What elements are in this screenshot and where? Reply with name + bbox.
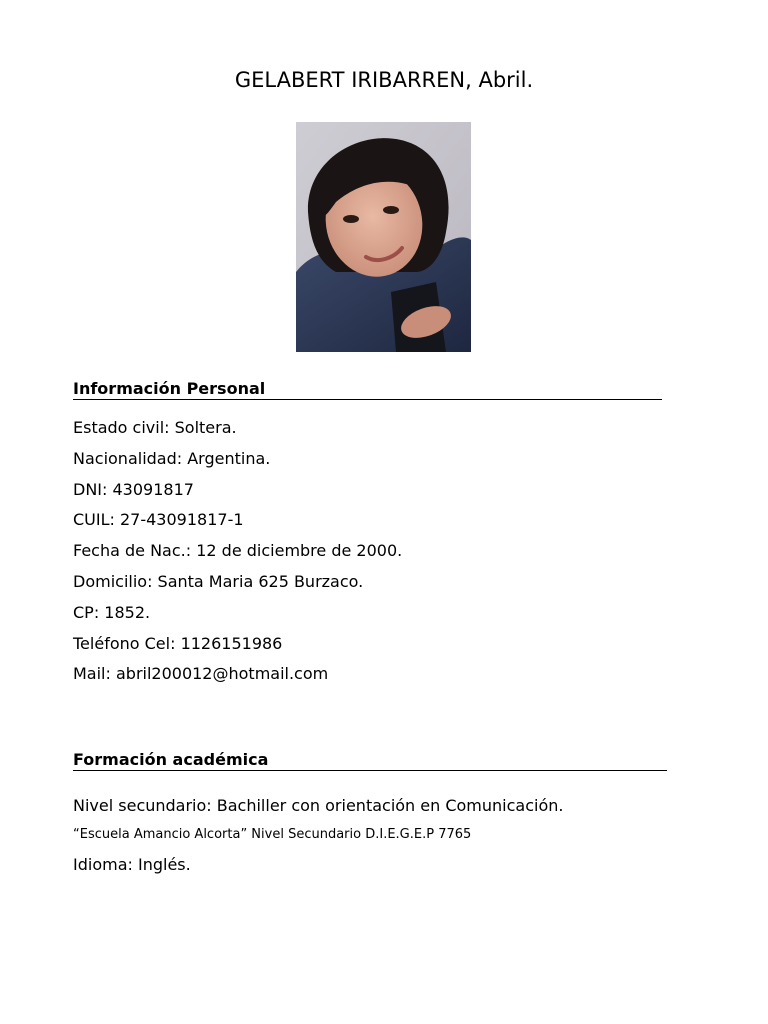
education-language: Idioma: Inglés. [73,855,191,874]
info-dni: DNI: 43091817 [73,479,194,499]
profile-photo [296,122,471,352]
personal-info-list [73,418,402,695]
info-nationality: Nacionalidad: Argentina. [73,448,271,468]
section-heading-academic: Formación académica [73,751,667,771]
education-level: Nivel secundario: Bachiller con orientación en Comunicación. [73,796,564,815]
info-email: Mail: abril200012@hotmail.com [73,664,329,684]
info-postal-code: CP: 1852. [73,602,151,622]
info-birth-date: Fecha de Nac.: 12 de diciembre de 2000. [73,541,403,561]
education-school: “Escuela Amancio Alcorta” Nivel Secundario D.I.E.G.E.P 7765 [73,827,472,842]
info-phone: Teléfono Cel: 1126151986 [73,633,283,653]
page-title: GELABERT IRIBARREN, Abril. [234,68,534,92]
info-address: Domicilio: Santa Maria 625 Burzaco. [73,571,364,591]
info-cuil: CUIL: 27-43091817-1 [73,510,244,530]
section-heading-personal-info: Información Personal [73,380,662,400]
info-marital-status: Estado civil: Soltera. [73,418,237,437]
